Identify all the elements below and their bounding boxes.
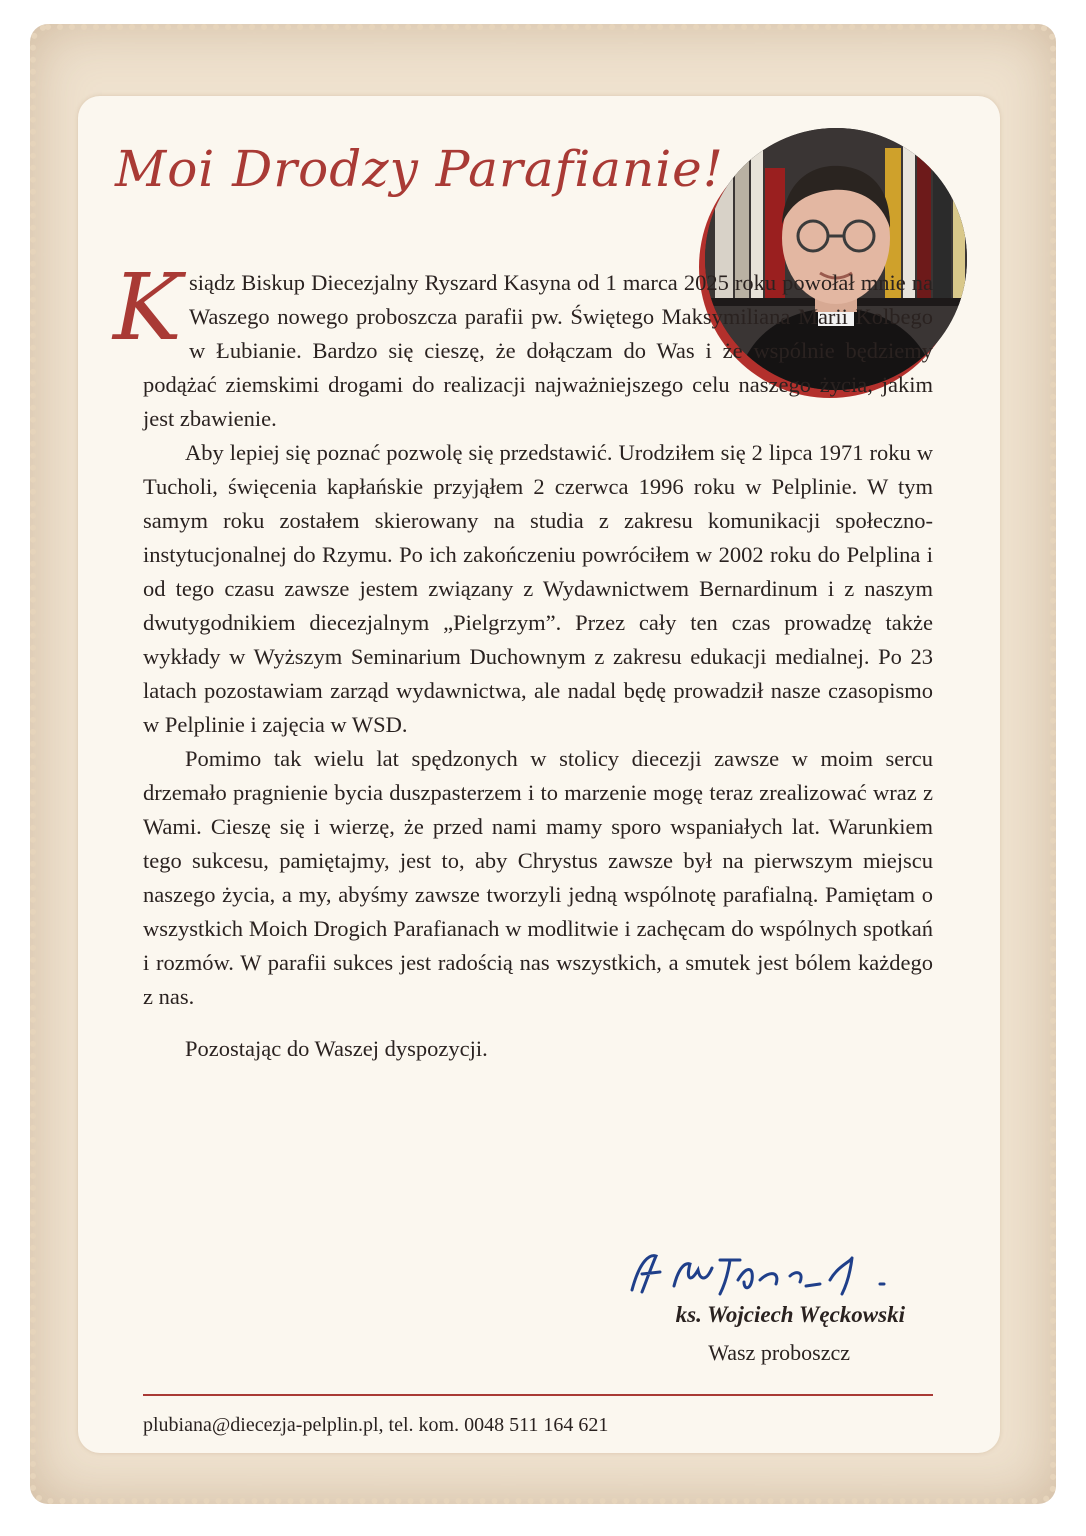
- letter-paragraph-2: Aby lepiej się poznać pozwolę się przedstawić. Urodziłem się 2 lipca 1971 roku w Tucholi, święcenia kapłańskie przyjąłem 2 czerwca 1996 roku w Pelplinie. W tym samym roku zostałem skierowany na studia z zakresu komunikacji społeczno-instytucjonalnej do Rzymu. Po ich zakończeniu powróciłem w 2002 roku do Pelplina i od tego czasu zawsze jestem związany z Wydawnictwem Bernardinum i z naszym dwutygodnikiem diecezjalnym „Pielgrzym”. Przez cały ten czas prowadzę także wykłady w Wyższym Seminarium Duchownym z zakresu edukacji medialnej. Po 23 latach pozostawiam zarząd wydawnictwa, ale nadal będę prowadził nasze czasopismo w Pelplinie i zajęcia w WSD.: [143, 440, 933, 737]
- footer-contact: plubiana@diecezja-pelplin.pl, tel. kom. 0048 511 164 621: [143, 1414, 609, 1436]
- letter-paragraph-3: Pomimo tak wielu lat spędzonych w stolicy diecezji zawsze w moim sercu drzemało pragnienie bycia duszpasterzem i to marzenie mogę teraz zrealizować wraz z Wami. Cieszę się i wierzę, że przed nami mamy sporo wspaniałych lat. Warunkiem tego sukcesu, pamiętajmy, jest to, aby Chrystus zawsze był na pierwszym miejscu naszego życia, a my, abyśmy zawsze tworzyli jedną wspólnotę parafialną. Pamiętam o wszystkich Moich Drogich Parafianach w modlitwie i zachęcam do wspólnych spotkań i rozmów. W parafii sukces jest radością nas wszystkich, a smutek jest bólem każdego z nas.: [143, 746, 933, 1009]
- letter-body: [113, 254, 933, 1066]
- handwritten-signature: [620, 1240, 940, 1310]
- drop-cap: K: [113, 254, 182, 361]
- letter-paragraph-1: [113, 254, 933, 436]
- footer-divider: [143, 1394, 933, 1396]
- letter-greeting-title: Moi Drodzy Parafianie!: [115, 140, 724, 198]
- paragraph-1-text: siądz Biskup Diecezjalny Ryszard Kasyna od 1 marca 2025 roku powołał mnie na Waszego nowego proboszcza parafii pw. Świętego Maksymiliana Marii Kolbego w Łubianie. Bardzo się cieszę, że dołączam do Was i że wspólnie będziemy podążać ziemskimi drogami do realizacji najważniejszego celu naszego życia, jakim jest zbawienie.: [143, 270, 933, 431]
- letter-closing-line: Pozostając do Waszej dyspozycji.: [185, 1036, 488, 1061]
- signature-role: Wasz proboszcz: [708, 1340, 850, 1365]
- signature-name: ks. Wojciech Węckowski: [675, 1302, 905, 1327]
